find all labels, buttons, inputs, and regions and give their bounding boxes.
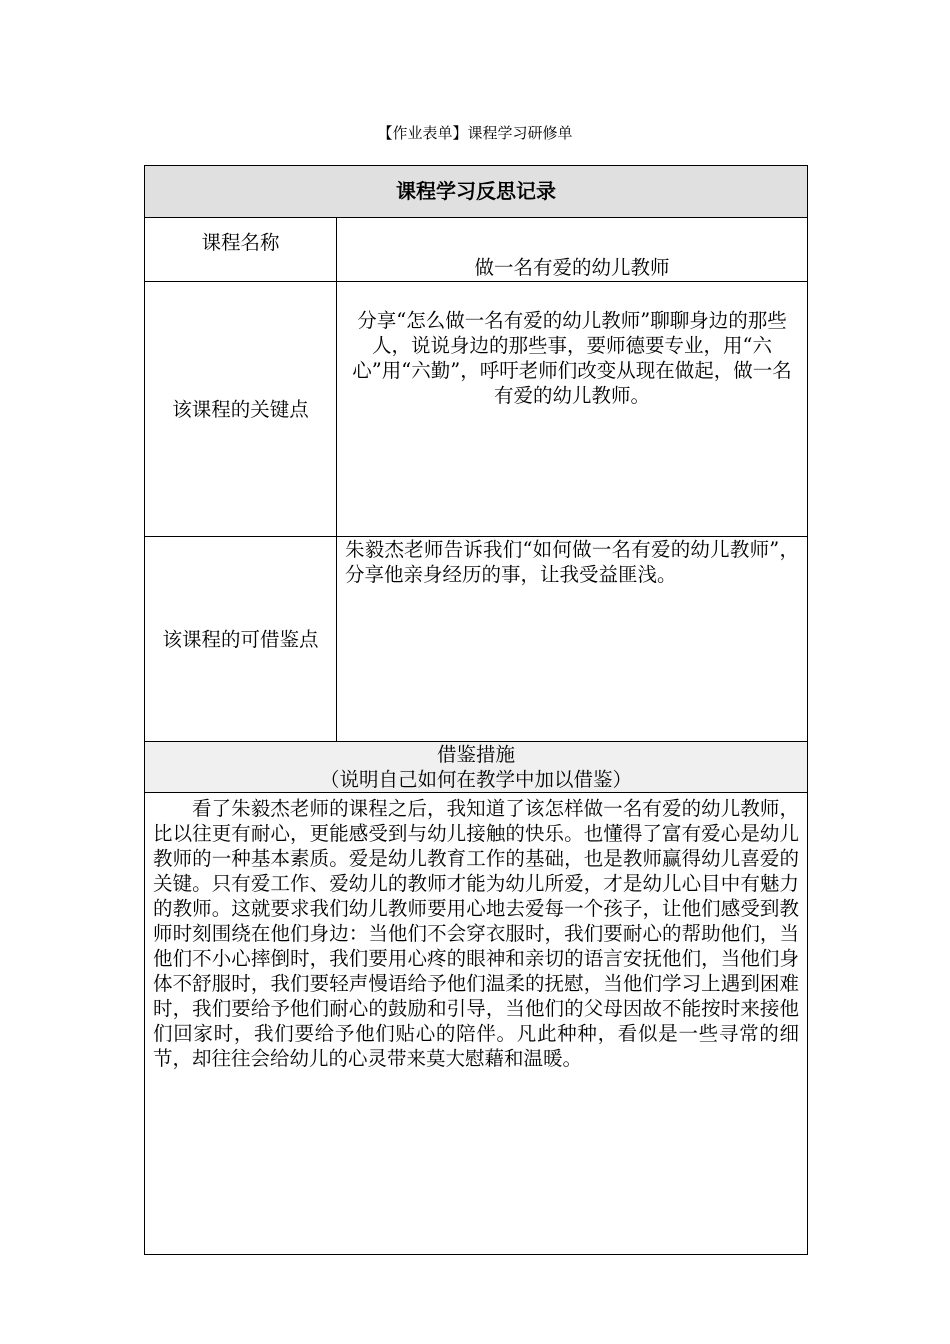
measures-title: 借鉴措施 (436, 743, 515, 766)
key-points-text: 分享“怎么做一名有爱的幼儿教师”聊聊身边的那些人，说说身边的那些事，要师德要专业，用“六心”用“六勤”，呼吁老师们改变从现在做起，做一名有爱的幼儿教师。 (337, 282, 808, 537)
measures-body (145, 793, 808, 1255)
reference-points-label: 该课程的可借鉴点 (145, 537, 337, 742)
measures-header (145, 742, 808, 793)
course-name-value: 做一名有爱的幼儿教师 (337, 218, 808, 282)
reference-points-text: 朱毅杰老师告诉我们“如何做一名有爱的幼儿教师”，分享他亲身经历的事，让我受益匪浅。 (337, 537, 808, 742)
page-title: 【作业表单】课程学习研修单 (377, 124, 573, 142)
study-reflection-form (144, 165, 808, 1255)
measures-subtitle: （说明自己如何在教学中加以借鉴） (319, 768, 632, 791)
course-name-label: 课程名称 (145, 218, 337, 282)
form-title: 课程学习反思记录 (145, 166, 808, 218)
measures-text: 看了朱毅杰老师的课程之后，我知道了该怎样做一名有爱的幼儿教师，比以往更有耐心，更能感受到与幼儿接触的快乐。也懂得了富有爱心是幼儿教师的一种基本素质。爱是幼儿教育工作的基础，也是教师赢得幼儿喜爱的关键。只有爱工作、爱幼儿的教师才能为幼儿所爱，才是幼儿心目中有魅力的教师。这就要求我们幼儿教师要用心地去爱每一个孩子，让他们感受到教师时刻围绕在他们身边：当他们不会穿衣服时，我们要耐心的帮助他们，当他们不小心摔倒时，我们要用心疼的眼神和亲切的语言安抚他们，当他们身体不舒服时，我们要轻声慢语给予他们温柔的抚慰，当他们学习上遇到困难时，我们要给予他们耐心的鼓励和引导，当他们的父母因故不能按时来接他们回家时，我们要给予他们贴心的陪伴。凡此种种，看似是一些寻常的细节，却往往会给幼儿的心灵带来莫大慰藉和温暖。 (153, 797, 799, 1070)
key-points-label: 该课程的关键点 (145, 282, 337, 537)
